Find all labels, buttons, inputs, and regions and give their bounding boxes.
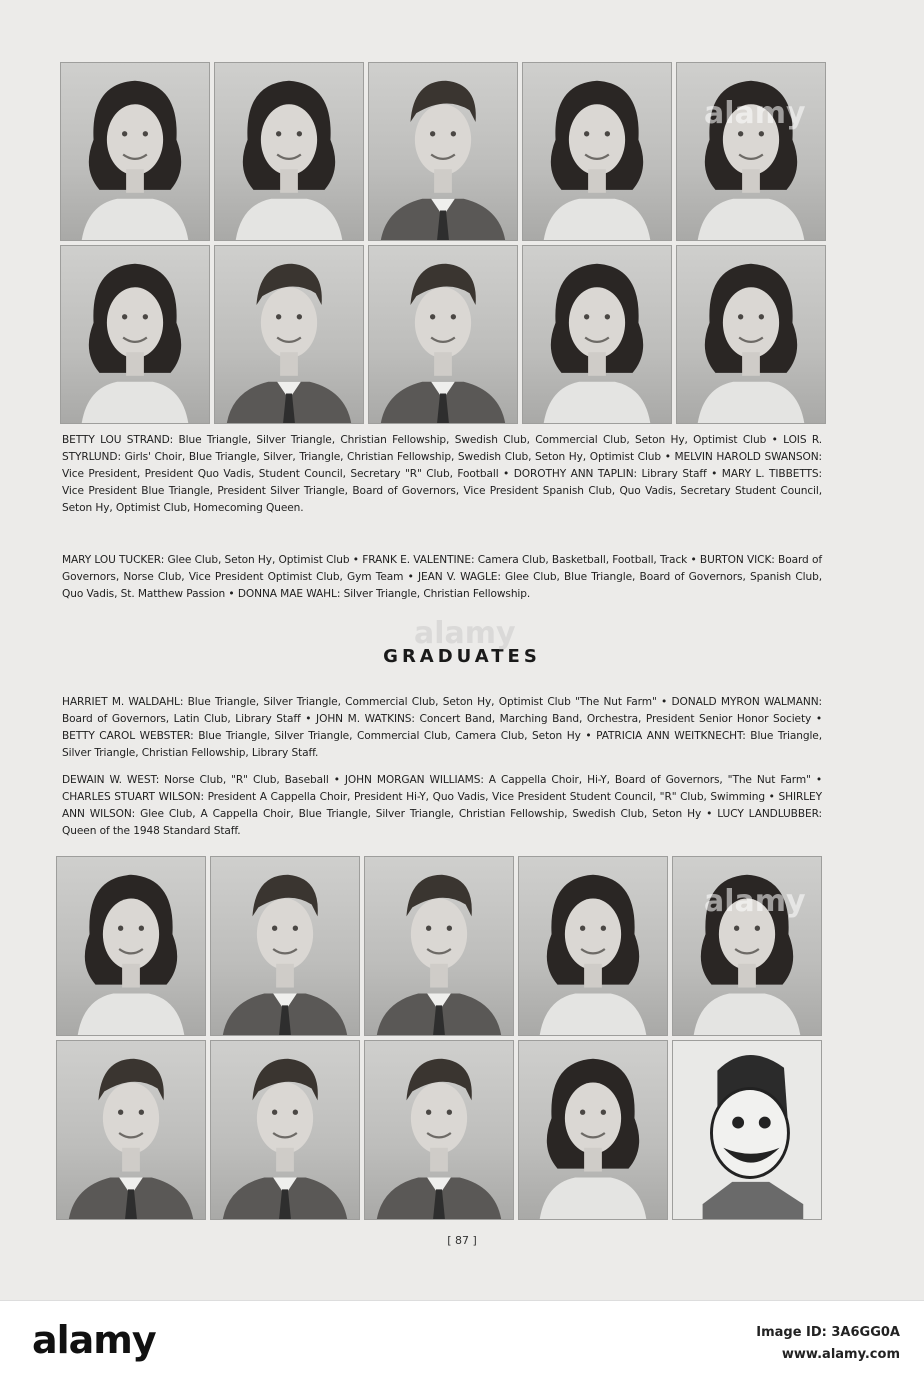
brand-logo: alamy [32,1318,156,1362]
top-portrait-1 [60,62,210,241]
top-portrait-2 [214,62,364,241]
bottom-portrait-4 [518,856,668,1036]
watermark: alamy [704,96,806,131]
bottom-portrait-grid [56,856,822,1220]
bottom-portrait-8 [364,1040,514,1220]
bottom-portrait-2 [210,856,360,1036]
bottom-portrait-1 [56,856,206,1036]
graduates-paragraph-1: HARRIET M. WALDAHL: Blue Triangle, Silver Triangle, Commercial Club, Seton Hy, Optimist Club "The Nut Farm" • DONALD MYRON WALMANN: Board of Governors, Latin Club, Library Staff • JOHN M. WATKINS: Concert Band, Marching Band, Orchestra, President Senior Honor Society • BETTY CAROL WEBSTER: Blue Triangle, Silver Triangle, Commercial Club, Camera Club, Seton Hy • PATRICIA ANN WEITKNECHT: Blue Triangle, Silver Triangle, Christian Fellowship, Library Staff. [62,696,822,759]
bottom-portrait-6 [56,1040,206,1220]
site-url: www.alamy.com [781,1347,900,1362]
top-portrait-3 [368,62,518,241]
bottom-portrait-10 [672,1040,822,1220]
watermark: alamy [704,884,806,919]
image-id: Image ID: 3A6GG0A [756,1325,900,1340]
top-portrait-7 [214,245,364,424]
top-portrait-5 [676,62,826,241]
section-heading: GRADUATES [383,646,541,667]
bottom-portrait-3 [364,856,514,1036]
top-portrait-9 [522,245,672,424]
bottom-portrait-7 [210,1040,360,1220]
bottom-portrait-5 [672,856,822,1036]
top-portrait-10 [676,245,826,424]
page-number: [ 87 ] [447,1234,477,1247]
top-portrait-8 [368,245,518,424]
image-id-block [756,1322,900,1366]
graduates-paragraph-2: DEWAIN W. WEST: Norse Club, "R" Club, Baseball • JOHN MORGAN WILLIAMS: A Cappella Choir, Hi-Y, Board of Governors, "The Nut Farm" • CHARLES STUART WILSON: President A Cappella Choir, President Hi-Y, Quo Vadis, Vice President Student Council, "R" Club, Swimming • SHIRLEY ANN WILSON: Glee Club, A Cappella Choir, Blue Triangle, Silver Triangle, Christian Fellowship, Swedish Club, Seton Hy • LUCY LANDLUBBER: Queen of the 1948 Standard Staff. [62,774,822,837]
senior-activities-paragraph-1: BETTY LOU STRAND: Blue Triangle, Silver Triangle, Christian Fellowship, Swedish Club, Commercial Club, Seton Hy, Optimist Club • LOIS R. STYRLUND: Girls' Choir, Blue Triangle, Silver, Triangle, Christian Fellowship, Swedish Club, Seton Hy, Optimist Club • MELVIN HAROLD SWANSON: Vice President, President Quo Vadis, Student Council, Secretary "R" Club, Football • DOROTHY ANN TAPLIN: Library Staff • MARY L. TIBBETTS: Vice President Blue Triangle, President Silver Triangle, Board of Governors, Vice President Spanish Club, Quo Vadis, Secretary Student Council, Seton Hy, Optimist Club, Homecoming Queen. [62,434,822,514]
senior-activities-paragraph-2: MARY LOU TUCKER: Glee Club, Seton Hy, Optimist Club • FRANK E. VALENTINE: Camera Club, Basketball, Football, Track • BURTON VICK: Board of Governors, Norse Club, Vice President Optimist Club, Gym Team • JEAN V. WAGLE: Glee Club, Blue Triangle, Board of Governors, Spanish Club, Quo Vadis, St. Matthew Passion • DONNA MAE WAHL: Silver Triangle, Christian Fellowship. [62,554,822,600]
watermark: alamy [414,616,516,651]
bottom-portrait-9 [518,1040,668,1220]
top-portrait-grid [60,62,826,424]
top-portrait-6 [60,245,210,424]
top-portrait-4 [522,62,672,241]
